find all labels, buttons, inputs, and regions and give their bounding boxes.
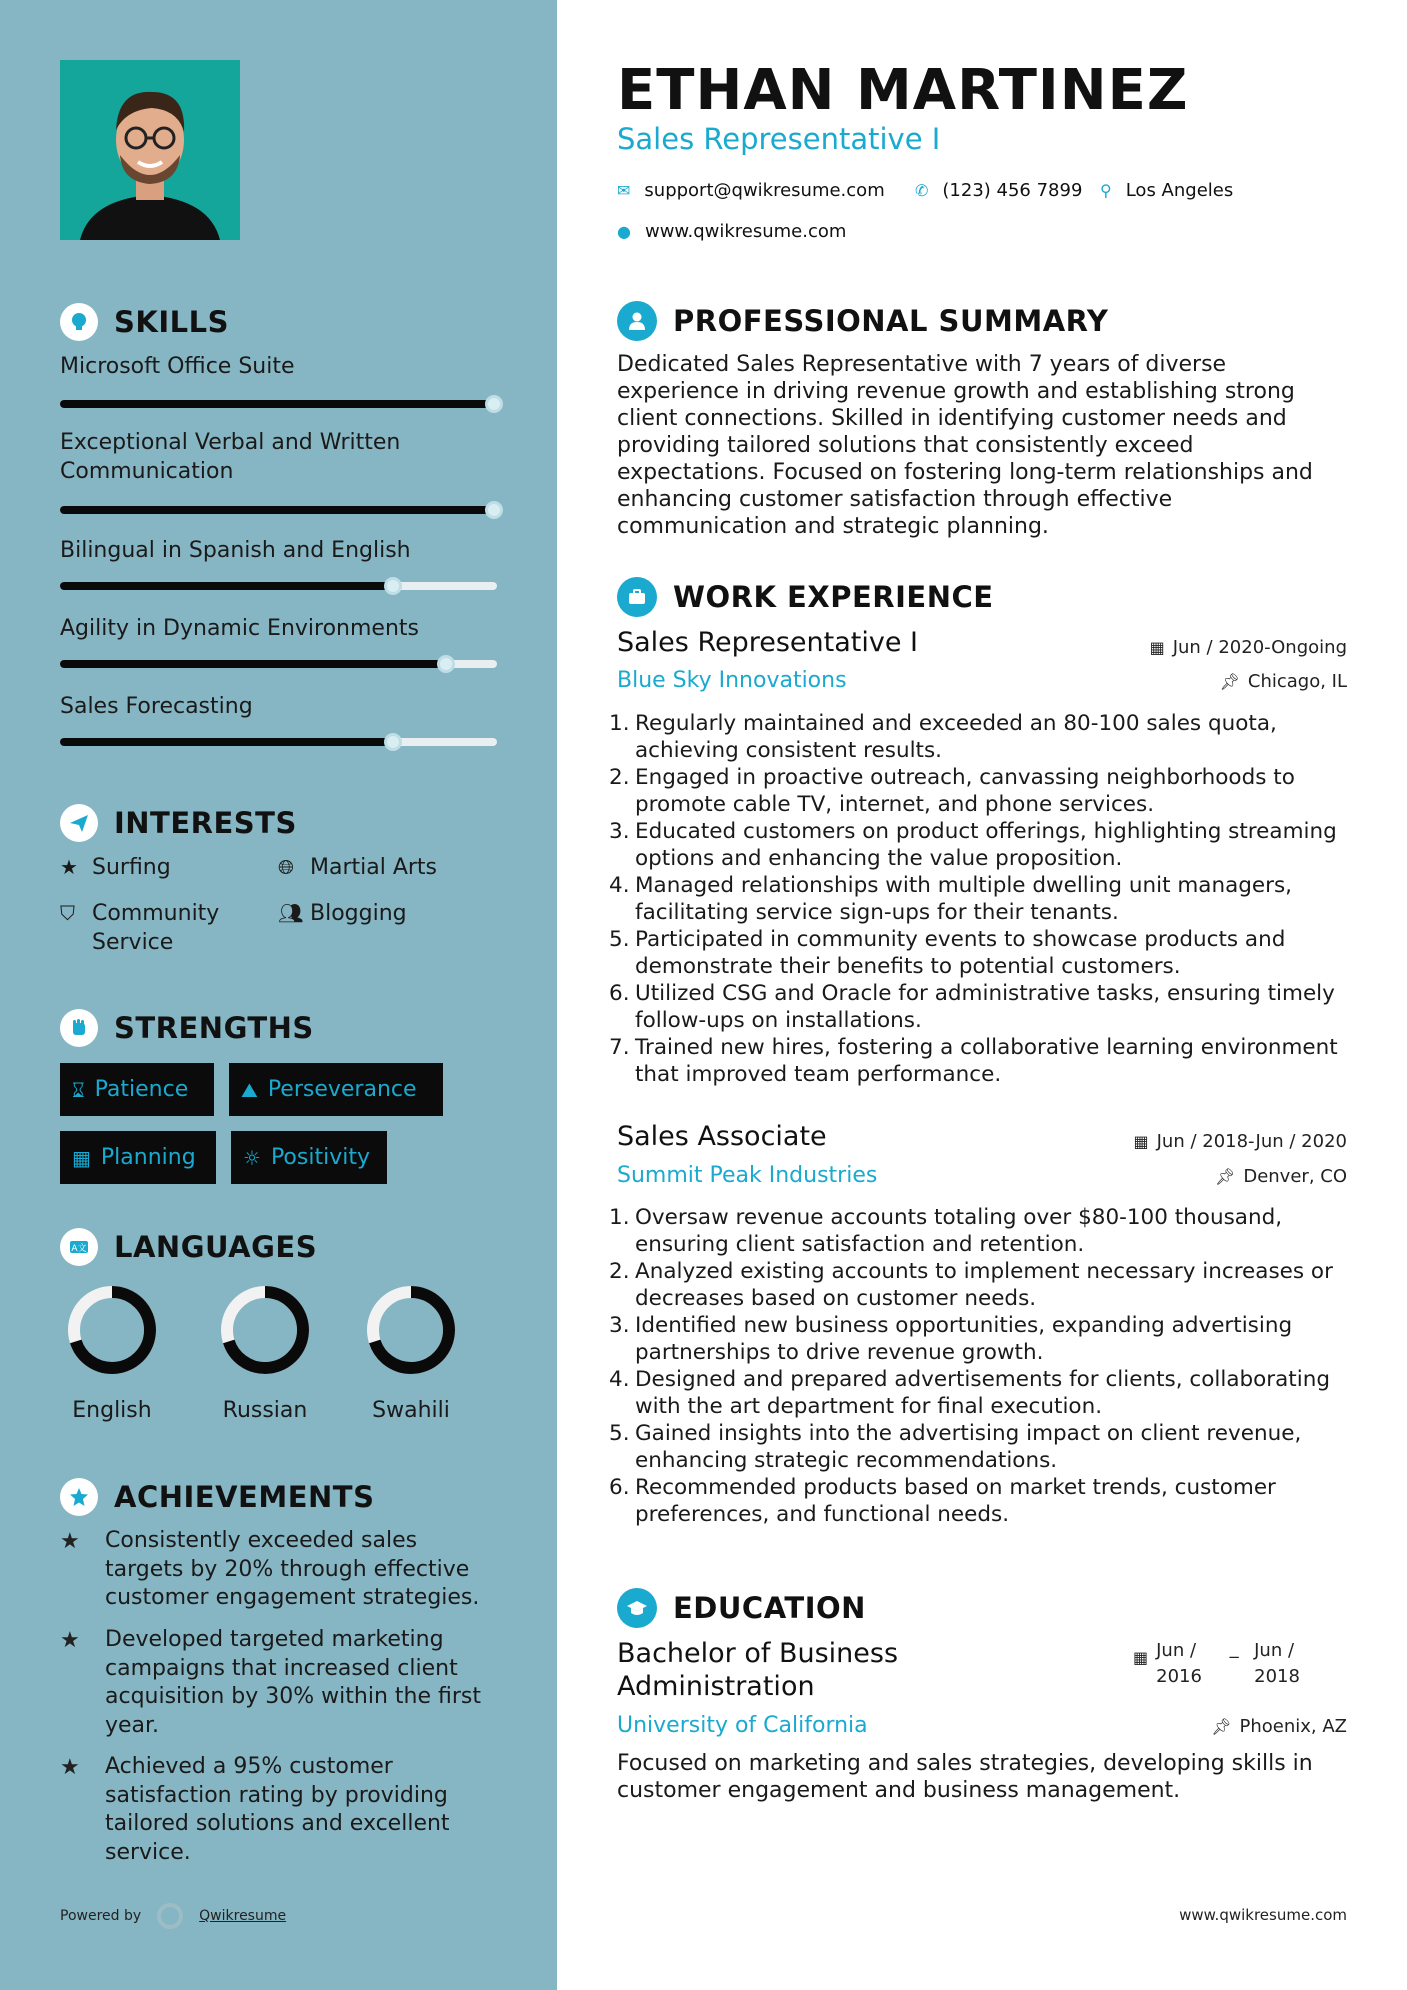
education-dates: ▦ Jun / 2016 _ Jun / 2018	[1133, 1638, 1312, 1690]
skill-label: Microsoft Office Suite	[60, 354, 295, 379]
list-item: Engaged in proactive outreach, canvassing neighborhoods to promote cable TV, internet, and phone services.	[635, 765, 1295, 817]
achievement-item: ★ Developed targeted marketing campaigns that increased client acquisition by 30% within the first year.	[60, 1626, 500, 1740]
map-pin-icon: ⚲	[1100, 181, 1112, 200]
skill-label: Bilingual in Spanish and English	[60, 538, 411, 563]
list-item: Recommended products based on market trends, customer preferences, and functional needs.	[635, 1475, 1276, 1527]
skills-heading: SKILLS	[60, 303, 229, 341]
hourglass-icon: ⌛︎	[72, 1077, 85, 1102]
skill-bar	[60, 582, 497, 590]
globe-icon: 🌐︎	[278, 855, 294, 879]
qwikresume-logo-icon	[157, 1903, 183, 1929]
language-item	[341, 1280, 481, 1423]
candidate-title: Sales Representative I	[617, 122, 941, 156]
paper-plane-icon	[60, 804, 98, 842]
skill-item	[60, 428, 500, 486]
lightbulb-icon	[60, 303, 98, 341]
strength-tag: ⌛︎ Patience	[60, 1063, 214, 1116]
pin-icon: 📌︎	[1215, 1167, 1236, 1186]
interests-heading: INTERESTS	[60, 804, 297, 842]
skill-label: Sales Forecasting	[60, 694, 253, 719]
job-bullets	[617, 1204, 1362, 1528]
skill-bar-knob	[384, 577, 402, 595]
skill-item	[60, 692, 500, 721]
star-badge-icon	[60, 1478, 98, 1516]
languages-heading: A文 LANGUAGES	[60, 1228, 317, 1266]
contact-email[interactable]: ✉ support@qwikresume.com	[617, 180, 885, 201]
skill-item	[60, 352, 500, 381]
list-item: Managed relationships with multiple dwelling unit managers, facilitating service sign-ups for their tenants.	[635, 873, 1293, 925]
shield-icon: ⛉	[60, 901, 75, 925]
job-dates: ▦ Jun / 2020-Ongoing	[1149, 637, 1347, 658]
road-icon: ⛰︎	[241, 1077, 258, 1102]
calendar-icon: ▦	[1149, 638, 1165, 657]
star-icon: ★	[60, 1628, 80, 1653]
star-icon: ★	[60, 855, 78, 879]
skill-bar-knob	[485, 501, 503, 519]
svg-text:A文: A文	[71, 1244, 87, 1254]
skill-bar	[60, 660, 497, 668]
achievements-heading: ACHIEVEMENTS	[60, 1478, 374, 1516]
list-item: Designed and prepared advertisements for clients, collaborating with the art department for final execution.	[635, 1367, 1330, 1419]
list-item: Utilized CSG and Oracle for administrative tasks, ensuring timely follow-ups on installations.	[635, 981, 1335, 1033]
powered-by: Powered by Qwikresume	[60, 1903, 286, 1929]
skill-item	[60, 614, 500, 643]
user-icon	[617, 301, 657, 341]
profile-photo	[60, 60, 240, 240]
job-bullets	[617, 710, 1362, 1088]
list-item: Educated customers on product offerings, highlighting streaming options and enhancing the value proposition.	[635, 819, 1337, 871]
list-item: Identified new business opportunities, expanding advertising partnerships to drive revenue growth.	[635, 1313, 1293, 1365]
pin-icon: 📌︎	[1211, 1717, 1232, 1736]
interest-item: 👥︎ Blogging	[278, 901, 407, 926]
skill-bar-fill	[60, 582, 396, 590]
strength-tag: ☼ Positivity	[231, 1131, 387, 1184]
briefcase-icon	[617, 577, 657, 617]
users-icon: 👥︎	[278, 901, 304, 925]
job-location: 📌︎ Chicago, IL	[1219, 671, 1347, 692]
translate-icon	[60, 1228, 98, 1266]
skill-bar-knob	[384, 733, 402, 751]
footer-url[interactable]: www.qwikresume.com	[1179, 1906, 1347, 1924]
interest-item: ★ Surfing	[60, 855, 171, 880]
job-title: Sales Associate	[617, 1121, 827, 1152]
skill-bar	[60, 738, 497, 746]
skill-bar-fill	[60, 738, 396, 746]
achievement-item: ★ Achieved a 95% customer satisfaction rating by providing tailored solutions and excellent service.	[60, 1753, 500, 1867]
skill-label: Exceptional Verbal and Written Communication	[60, 430, 401, 484]
strength-tag: ▦ Planning	[60, 1131, 216, 1184]
summary-text: Dedicated Sales Representative with 7 years of diverse experience in driving revenue growth and establishing strong client connections. Skilled in identifying customer needs and providing tailored solutions that consistently exceed expectations. Focused on fostering long-term relationships and enhancing customer satisfaction through effective communication and strategic planning.	[617, 352, 1313, 539]
language-label: Swahili	[372, 1398, 450, 1423]
candidate-name: ETHAN MARTINEZ	[617, 58, 1189, 123]
language-item	[42, 1280, 182, 1423]
contact-website[interactable]: ● www.qwikresume.com	[617, 221, 847, 242]
degree-title: Bachelor of Business Administration	[617, 1638, 899, 1702]
calendar-icon: ▦	[72, 1145, 91, 1170]
skill-label: Agility in Dynamic Environments	[60, 616, 419, 641]
strengths-heading: STRENGTHS	[60, 1009, 314, 1047]
calendar-icon: ▦	[1133, 1132, 1149, 1151]
fist-icon	[60, 1009, 98, 1047]
contact-phone[interactable]: ✆ (123) 456 7899	[915, 180, 1083, 201]
language-item	[195, 1280, 335, 1423]
job-title: Sales Representative I	[617, 627, 919, 658]
job-dates: ▦ Jun / 2018-Jun / 2020	[1133, 1131, 1347, 1152]
language-label: English	[72, 1398, 152, 1423]
education-location: 📌︎ Phoenix, AZ	[1211, 1716, 1347, 1737]
language-ring	[62, 1280, 162, 1380]
phone-icon: ✆	[915, 181, 929, 200]
skill-bar-knob	[437, 655, 455, 673]
skill-bar	[60, 506, 497, 514]
star-icon: ★	[60, 1529, 80, 1554]
company-name: Blue Sky Innovations	[617, 668, 847, 693]
education-description: Focused on marketing and sales strategies, developing skills in customer engagement and business management.	[617, 1751, 1313, 1803]
company-name: Summit Peak Industries	[617, 1163, 878, 1188]
summary-heading: PROFESSIONAL SUMMARY	[617, 301, 1108, 341]
star-icon: ★	[60, 1755, 80, 1780]
globe-icon: ●	[617, 222, 631, 241]
qwikresume-link[interactable]: Qwikresume	[199, 1908, 287, 1924]
skill-bar-knob	[485, 395, 503, 413]
graduation-icon	[617, 1588, 657, 1628]
list-item: Regularly maintained and exceeded an 80-100 sales quota, achieving consistent results.	[635, 711, 1277, 763]
interest-item: 🌐︎ Martial Arts	[278, 855, 438, 880]
language-ring	[361, 1280, 461, 1380]
achievement-item: ★ Consistently exceeded sales targets by 20% through effective customer engagement strategies.	[60, 1527, 500, 1613]
sun-icon: ☼	[243, 1145, 261, 1170]
sidebar	[0, 0, 557, 1990]
list-item: Oversaw revenue accounts totaling over $80-100 thousand, ensuring client satisfaction and retention.	[635, 1205, 1283, 1257]
job-location: 📌︎ Denver, CO	[1215, 1166, 1347, 1187]
language-label: Russian	[222, 1398, 308, 1423]
interest-item: ⛉ Community Service	[60, 901, 220, 955]
list-item: Trained new hires, fostering a collaborative learning environment that improved team performance.	[635, 1035, 1338, 1087]
language-ring	[215, 1280, 315, 1380]
skill-bar	[60, 400, 497, 408]
strength-tag: ⛰︎ Perseverance	[229, 1063, 443, 1116]
list-item: Participated in community events to showcase products and demonstrate their benefits to potential customers.	[635, 927, 1286, 979]
envelope-icon: ✉	[617, 181, 631, 200]
education-heading: EDUCATION	[617, 1588, 866, 1628]
skill-bar-fill	[60, 400, 497, 408]
school-name: University of California	[617, 1713, 868, 1738]
skill-bar-fill	[60, 506, 497, 514]
contact-location: ⚲ Los Angeles	[1100, 180, 1234, 201]
list-item: Analyzed existing accounts to implement necessary increases or decreases based on customer needs.	[635, 1259, 1333, 1311]
skill-bar-fill	[60, 660, 449, 668]
experience-heading: WORK EXPERIENCE	[617, 577, 994, 617]
pin-icon: 📌︎	[1219, 672, 1240, 691]
list-item: Gained insights into the advertising impact on client revenue, enhancing strategic recommendations.	[635, 1421, 1302, 1473]
skill-item	[60, 536, 500, 565]
calendar-icon: ▦	[1133, 1648, 1149, 1667]
